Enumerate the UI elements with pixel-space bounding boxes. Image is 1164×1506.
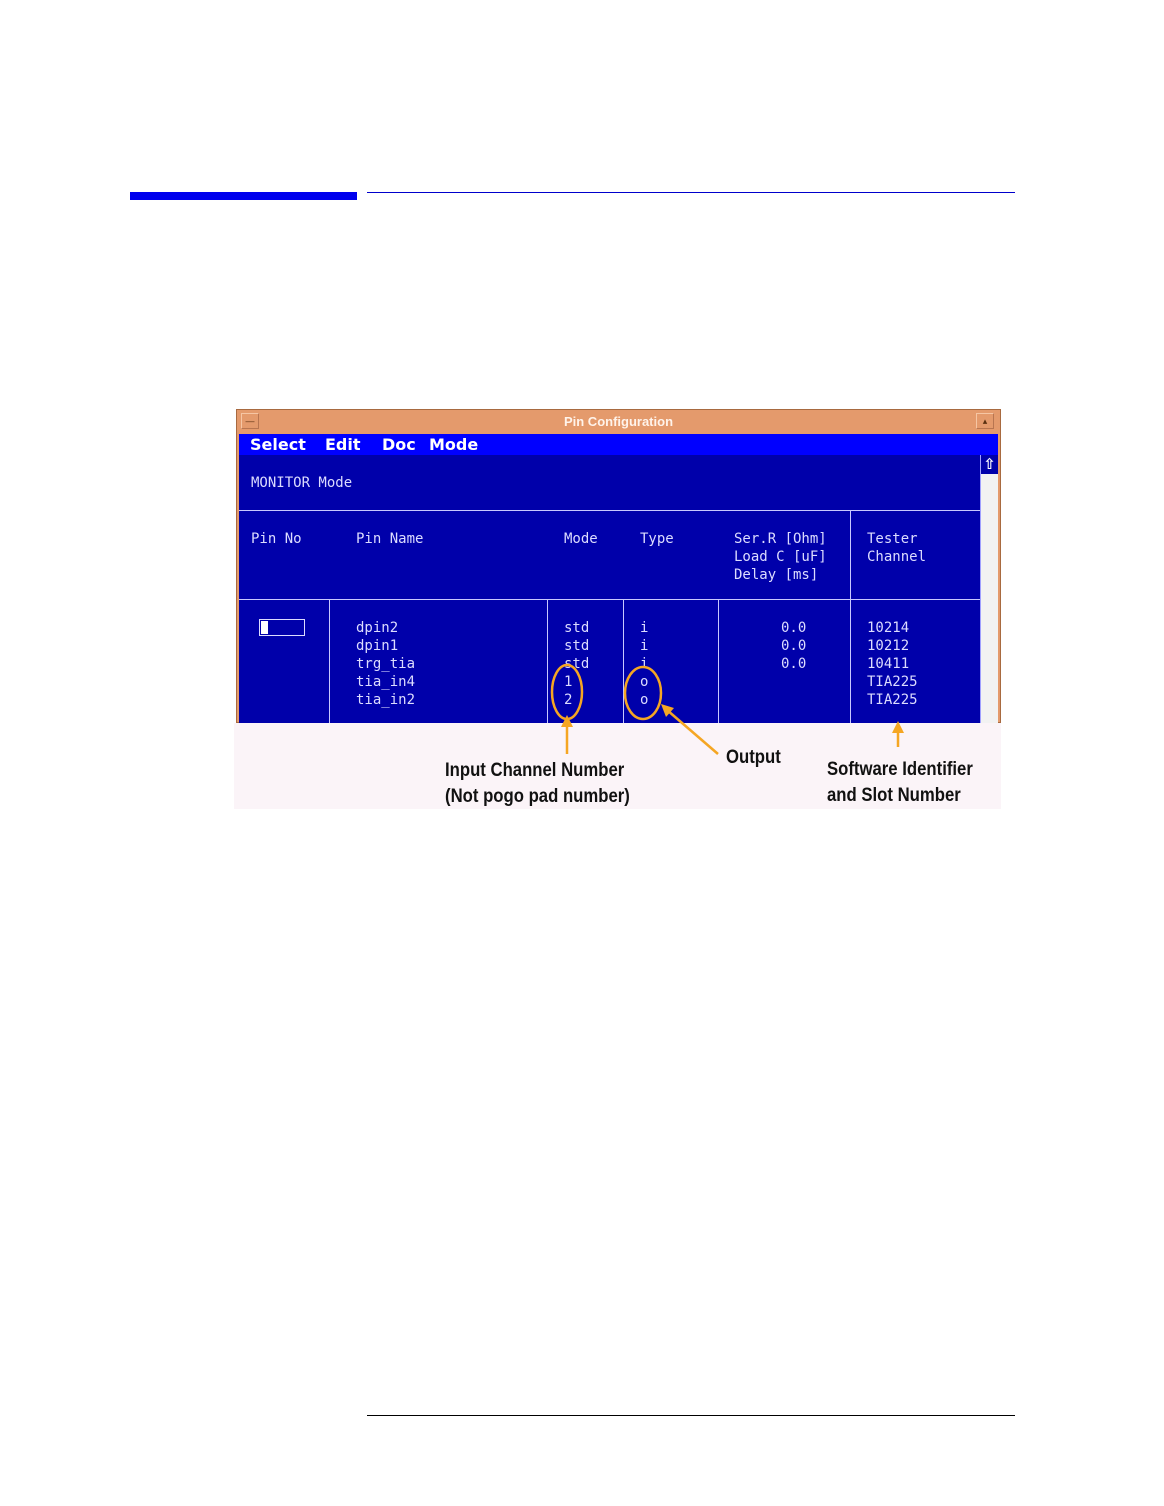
annotation-software-identifier: Software Identifier <box>827 759 973 780</box>
menu-mode[interactable]: Mode <box>429 435 479 454</box>
type-cell: o <box>640 674 649 690</box>
channel-cell: 10212 <box>867 638 910 654</box>
window-title: Pin Configuration <box>563 414 674 429</box>
value-cell: 0.0 <box>781 620 807 636</box>
channel-cell: 10411 <box>867 656 910 672</box>
type-cell: i <box>640 656 649 672</box>
header-channel: Channel <box>867 549 927 565</box>
software-id-arrowhead <box>892 721 904 733</box>
header-load-c: Load C [uF] <box>734 549 827 565</box>
channel-cell: 10214 <box>867 620 910 636</box>
header-tester: Tester <box>867 531 918 547</box>
annotation-output: Output <box>726 747 781 768</box>
pin-name-cell: tia_in2 <box>356 692 416 708</box>
header-type: Type <box>640 531 674 547</box>
header-ser-r: Ser.R [Ohm] <box>734 531 827 547</box>
mode-cell: std <box>564 656 590 672</box>
header-pin-no: Pin No <box>251 531 302 547</box>
channel-cell: TIA225 <box>867 692 918 708</box>
menu-edit[interactable]: Edit <box>325 435 361 454</box>
annotation-input-channel: Input Channel Number <box>445 760 625 781</box>
menu-doc[interactable]: Doc <box>382 435 416 454</box>
type-cell: o <box>640 692 649 708</box>
scroll-up-icon[interactable]: ⇧ <box>981 455 998 474</box>
annotation-slot-number: and Slot Number <box>827 785 961 806</box>
mode-cell: 2 <box>564 692 573 708</box>
window-menu-button[interactable]: — <box>241 413 259 429</box>
mode-cell: 1 <box>564 674 573 690</box>
footer-rule <box>367 1415 1015 1416</box>
header-mode: Mode <box>564 531 598 547</box>
type-cell: i <box>640 620 649 636</box>
menu-select[interactable]: Select <box>250 435 306 454</box>
mode-highlight-ellipse <box>552 665 582 719</box>
maximize-button[interactable]: ▴ <box>976 413 994 429</box>
type-cell: i <box>640 638 649 654</box>
pin-name-cell: dpin2 <box>356 620 399 636</box>
output-arrow <box>667 710 718 754</box>
header-delay: Delay [ms] <box>734 567 819 583</box>
pin-name-cell: dpin1 <box>356 638 399 654</box>
pin-name-cell: tia_in4 <box>356 674 416 690</box>
channel-cell: TIA225 <box>867 674 918 690</box>
mode-label: MONITOR Mode <box>251 475 353 491</box>
annotation-input-channel-note: (Not pogo pad number) <box>445 786 630 807</box>
header-pin-name: Pin Name <box>356 531 424 547</box>
type-highlight-ellipse <box>625 667 661 719</box>
mode-cell: std <box>564 620 590 636</box>
value-cell: 0.0 <box>781 656 807 672</box>
mode-cell: std <box>564 638 590 654</box>
value-cell: 0.0 <box>781 638 807 654</box>
pin-name-cell: trg_tia <box>356 656 416 672</box>
